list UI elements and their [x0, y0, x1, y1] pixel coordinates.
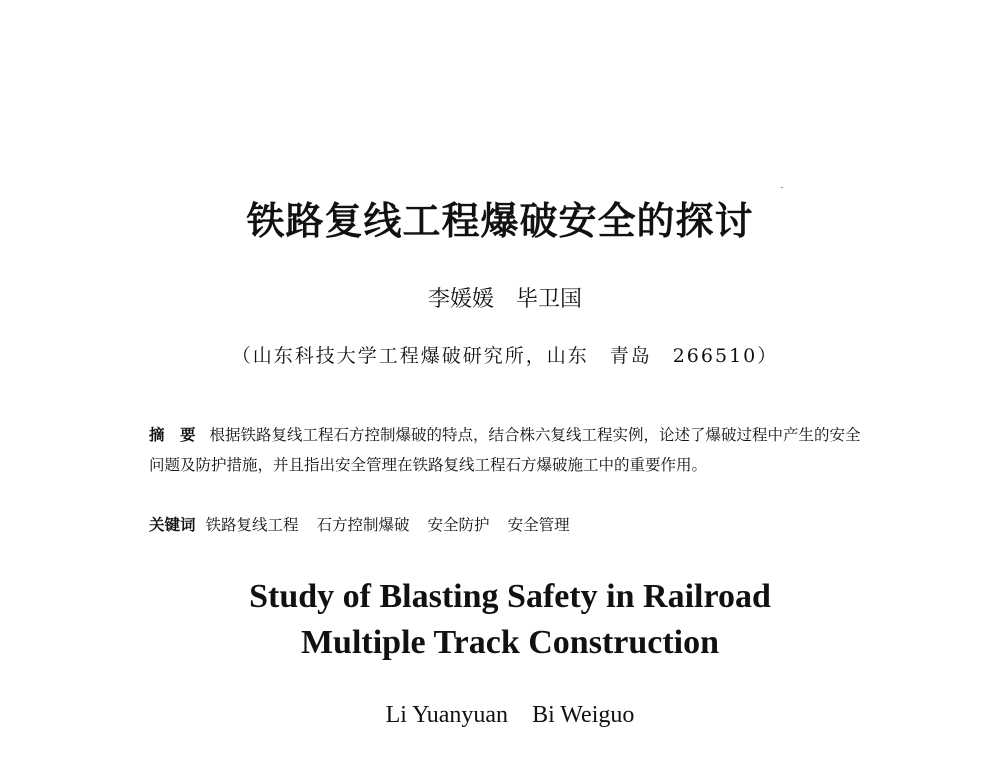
english-title-line-1: Study of Blasting Safety in Railroad — [249, 578, 771, 615]
chinese-affiliation: （山东科技大学工程爆破研究所，山东 青岛 266510） — [231, 345, 779, 367]
author-1-en: Li Yuanyuan — [385, 702, 509, 728]
keyword-3: 安全防护 — [427, 516, 490, 534]
author-2-cn: 毕卫国 — [516, 287, 583, 312]
english-authors — [0, 702, 1000, 729]
keyword-1: 铁路复线工程 — [205, 516, 299, 534]
abstract-text: 根据铁路复线工程石方控制爆破的特点，结合株六复线工程实例，论述了爆破过程中产生的安全问题及防护措施，并且指出安全管理在铁路复线工程石方爆破施工中的重要作用。 — [149, 426, 861, 474]
keyword-2: 石方控制爆破 — [316, 516, 410, 534]
keyword-4: 安全管理 — [507, 516, 570, 534]
chinese-authors — [0, 282, 1000, 313]
abstract-label: 摘 要 — [149, 426, 196, 444]
keywords-label: 关键词 — [149, 516, 196, 534]
author-1-cn: 李媛媛 — [427, 287, 494, 312]
keywords — [149, 510, 875, 540]
english-title-line-2: Multiple Track Construction — [300, 624, 720, 661]
author-2-en: Bi Weiguo — [532, 702, 635, 728]
abstract — [149, 420, 875, 480]
english-title — [0, 574, 1000, 666]
scan-speck — [781, 187, 783, 188]
chinese-title: 铁路复线工程爆破安全的探讨 — [246, 198, 754, 243]
